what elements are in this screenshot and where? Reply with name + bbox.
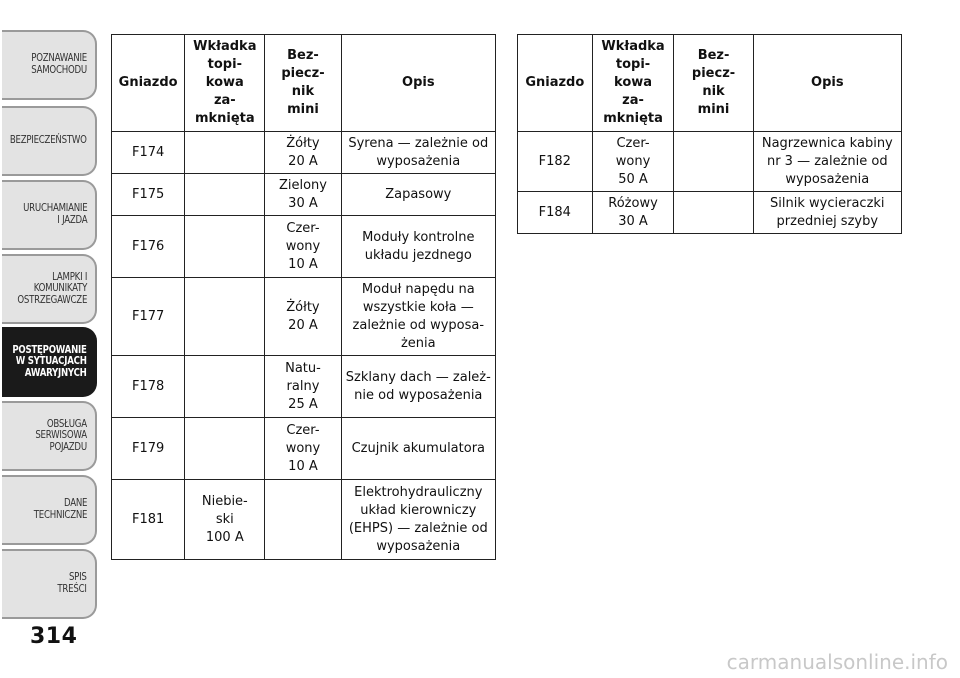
cell-mini: [674, 132, 753, 192]
cell-description: Silnik wycieraczki przedniej szyby: [753, 192, 901, 234]
tab-poznawanie-samochodu[interactable]: [2, 30, 97, 100]
table-row: [112, 132, 496, 174]
cell-socket: F176: [112, 216, 185, 278]
watermark: carmanualsonline.info: [726, 650, 948, 674]
cell-description: Nagrzewnica kabiny nr 3 — zależnie od wyposażenia: [753, 132, 901, 192]
tab-postepowanie-w-sytuacjach-awaryjnych[interactable]: [2, 327, 97, 397]
table-row: [518, 192, 902, 234]
cell-plug: [185, 418, 265, 480]
cell-plug: [185, 174, 265, 216]
tab-lampki-i-komunikaty[interactable]: [2, 254, 97, 324]
cell-mini: Natu- ralny 25 A: [265, 356, 341, 418]
cell-description: Zapasowy: [341, 174, 495, 216]
tab-obsluga-serwisowa[interactable]: [2, 401, 97, 471]
cell-description: Szklany dach — zależ- nie od wyposażenia: [341, 356, 495, 418]
table-row: [112, 278, 496, 356]
cell-socket: F184: [518, 192, 593, 234]
cell-plug: [185, 356, 265, 418]
cell-mini: Zielony 30 A: [265, 174, 341, 216]
tab-label: LAMPKI I KOMUNIKATY OSTRZEGAWCZE: [17, 270, 87, 306]
cell-plug: [185, 278, 265, 356]
tab-dane-techniczne[interactable]: [2, 475, 97, 545]
cell-socket: F175: [112, 174, 185, 216]
cell-mini: [674, 192, 753, 234]
cell-plug: Czer- wony 50 A: [592, 132, 674, 192]
header-description: Opis: [341, 35, 495, 132]
cell-mini: [265, 480, 341, 560]
cell-socket: F174: [112, 132, 185, 174]
fuse-table-left: [111, 34, 496, 560]
cell-description: Moduły kontrolne układu jezdnego: [341, 216, 495, 278]
header-socket: Gniazdo: [112, 35, 185, 132]
table-header-row: [518, 35, 902, 132]
cell-plug: [185, 216, 265, 278]
cell-plug: Różowy 30 A: [592, 192, 674, 234]
fuse-table-right: [517, 34, 902, 234]
cell-socket: F177: [112, 278, 185, 356]
table-row: [112, 174, 496, 216]
cell-socket: F182: [518, 132, 593, 192]
table-row: [112, 356, 496, 418]
cell-mini: Żółty 20 A: [265, 132, 341, 174]
chapter-tabs: [0, 0, 100, 678]
cell-mini: Czer- wony 10 A: [265, 216, 341, 278]
tab-spis-tresci[interactable]: [2, 549, 97, 619]
header-socket: Gniazdo: [518, 35, 593, 132]
cell-mini: Czer- wony 10 A: [265, 418, 341, 480]
table-row: [518, 132, 902, 192]
tab-label: DANE TECHNICZNE: [33, 497, 87, 521]
table-header-row: [112, 35, 496, 132]
tab-label: POZNAWANIE SAMOCHODU: [31, 52, 88, 76]
cell-mini: Żółty 20 A: [265, 278, 341, 356]
table-row: [112, 216, 496, 278]
tab-label: SPIS TREŚCI: [57, 571, 87, 595]
cell-description: Elektrohydrauliczny układ kierowniczy (EHPS) — zależnie od wyposażenia: [341, 480, 495, 560]
cell-description: Czujnik akumulatora: [341, 418, 495, 480]
cell-socket: F178: [112, 356, 185, 418]
header-fuse-mini: Bez- piecz- nik mini: [674, 35, 753, 132]
table-row: [112, 480, 496, 560]
header-fuse-plug: Wkładka topi- kowa za- mknięta: [592, 35, 674, 132]
cell-socket: F179: [112, 418, 185, 480]
tab-label: OBSŁUGA SERWISOWA POJAZDU: [35, 417, 87, 453]
cell-description: Moduł napędu na wszystkie koła — zależnie od wyposa- żenia: [341, 278, 495, 356]
tab-label: URUCHAMIANIE I JAZDA: [22, 202, 87, 226]
page-number: 314: [30, 624, 78, 649]
table-row: [112, 418, 496, 480]
tab-bezpieczenstwo[interactable]: [2, 106, 97, 176]
tab-uruchamianie-i-jazda[interactable]: [2, 180, 97, 250]
cell-description: Syrena — zależnie od wyposażenia: [341, 132, 495, 174]
cell-plug: Niebie- ski 100 A: [185, 480, 265, 560]
tab-label: POSTĘPOWANIE W SYTUACJACH AWARYJNYCH: [12, 343, 87, 379]
tab-label: BEZPIECZEŃSTWO: [10, 134, 87, 147]
header-description: Opis: [753, 35, 901, 132]
header-fuse-plug: Wkładka topi- kowa za- mknięta: [185, 35, 265, 132]
cell-plug: [185, 132, 265, 174]
header-fuse-mini: Bez- piecz- nik mini: [265, 35, 341, 132]
cell-socket: F181: [112, 480, 185, 560]
